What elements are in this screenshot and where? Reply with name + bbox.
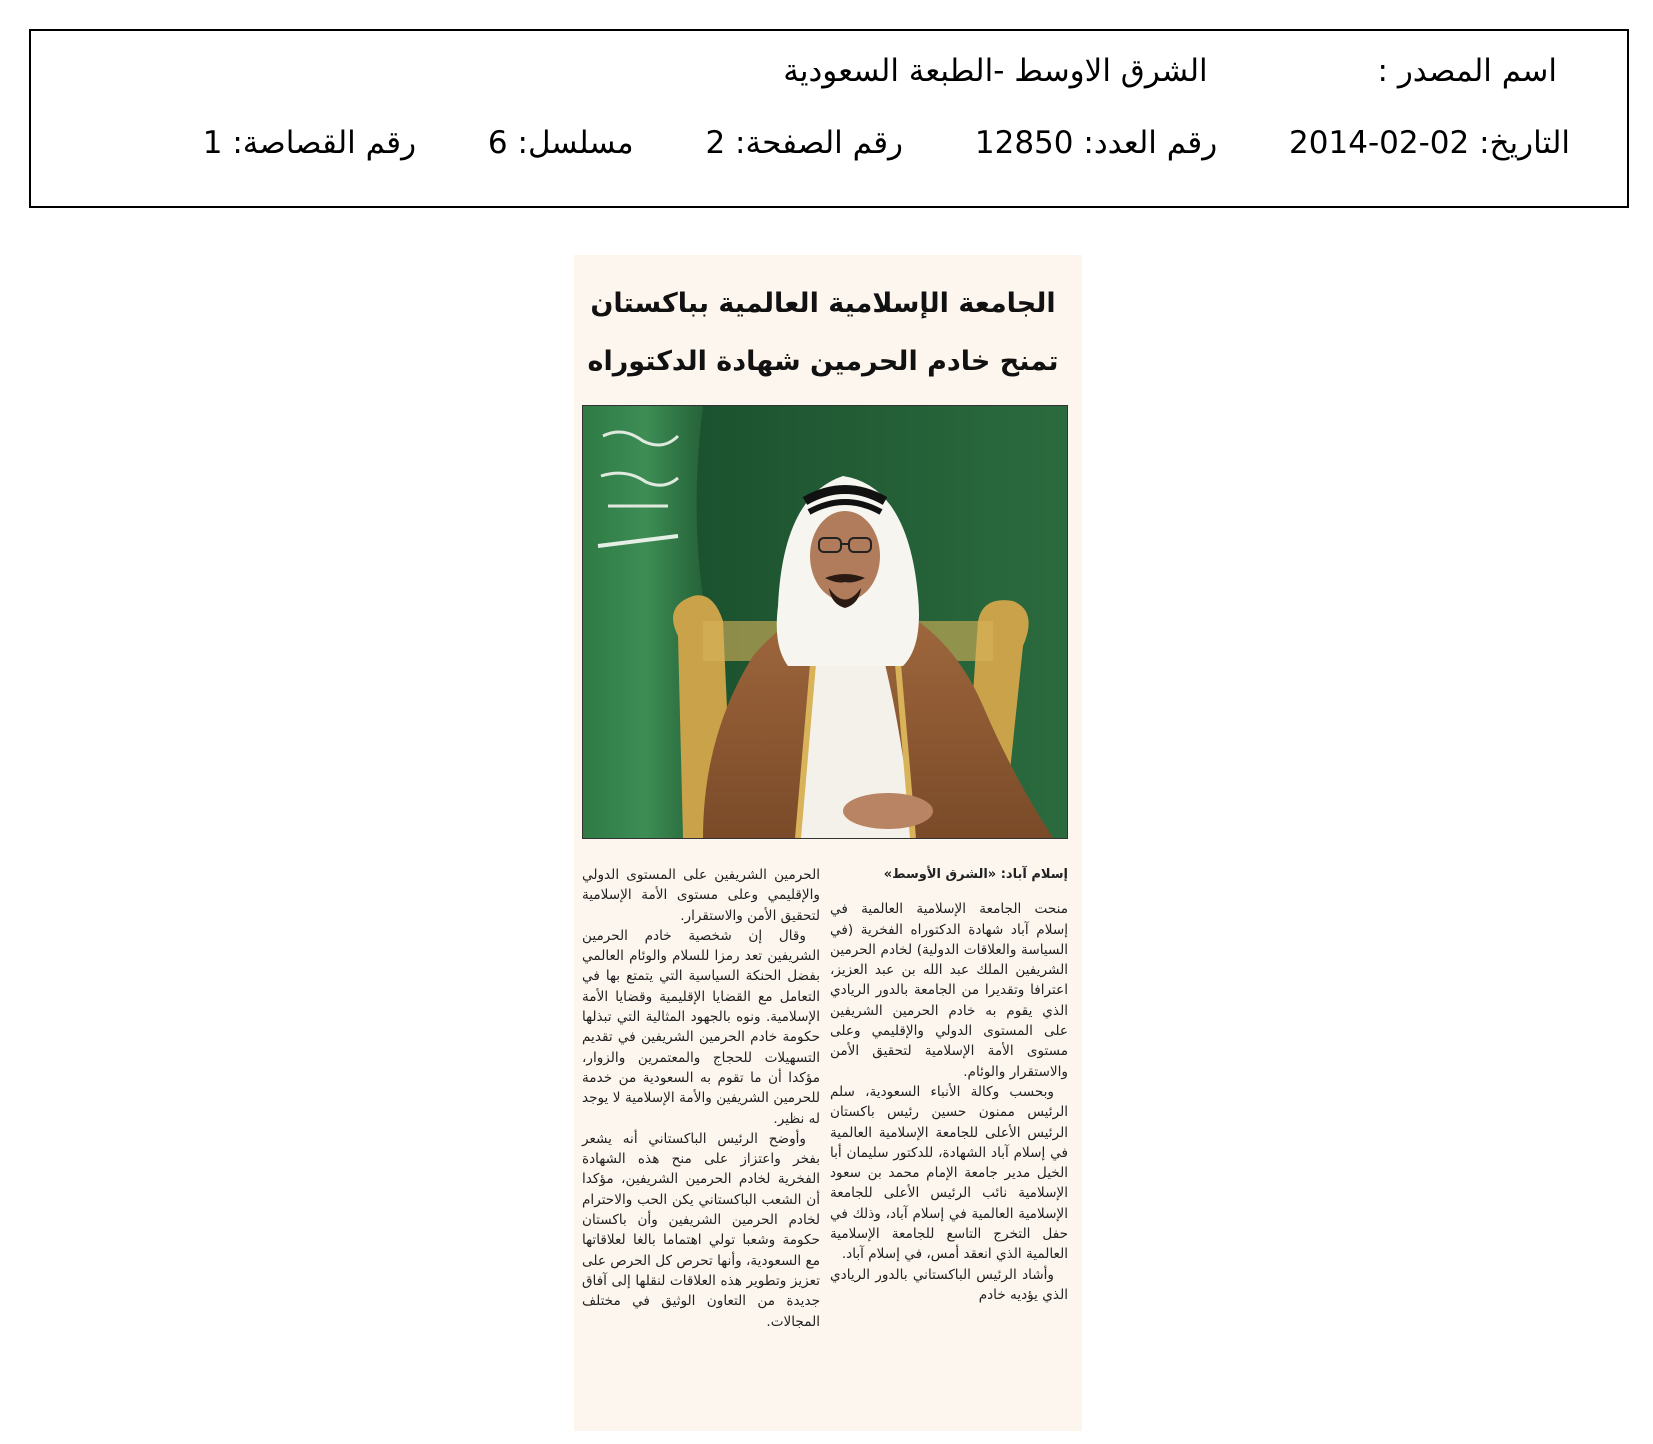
article-column-left bbox=[582, 865, 820, 1332]
source-label: اسم المصدر : bbox=[1377, 53, 1557, 89]
portrait-illustration bbox=[583, 406, 1067, 838]
date-field: التاريخ: 02-02-2014 bbox=[1289, 125, 1570, 161]
serial-field: مسلسل: 6 bbox=[487, 125, 634, 161]
source-row bbox=[783, 53, 1557, 89]
newspaper-clipping bbox=[574, 255, 1082, 1431]
article-paragraph: وقال إن شخصية خادم الحرمين الشريفين تعد رمزا للسلام والوئام العالمي بفضل الحنكة السياسية التي يتمتع بها في التعامل مع القضايا الإقليمية وقضايا الأمة الإسلامية. ونوه بالجهود المثالية التي تبذلها حكومة خادم الحرمين الشريفين في تقديم التسهيلات للحجاج والمعتمرين والزوار، مؤكدا أن ما تقوم به السعودية من خدمة للحرمين الشريفين والأمة الإسلامية لا يوجد له نظير. bbox=[582, 927, 820, 1127]
meta-row bbox=[203, 125, 1570, 161]
article-paragraph: وبحسب وكالة الأنباء السعودية، سلم الرئيس ممنون حسين رئيس باكستان الرئيس الأعلى للجامعة الإسلامية العالمية في إسلام آباد الشهادة، للدكتور سليمان أبا الخيل مدير جامعة الإمام محمد بن سعود الإسلامية نائب الرئيس الأعلى للجامعة الإسلامية العالمية في إسلام آباد، وذلك في حفل التخرج التاسع للجامعة الإسلامية العالمية الذي انعقد أمس، في إسلام آباد. bbox=[830, 1083, 1068, 1263]
source-value: الشرق الاوسط -الطبعة السعودية bbox=[783, 53, 1208, 89]
article-column-right bbox=[830, 865, 1068, 1305]
page-field: رقم الصفحة: 2 bbox=[705, 125, 904, 161]
article-dateline: إسلام آباد: «الشرق الأوسط» bbox=[883, 867, 1068, 882]
article-paragraph: منحت الجامعة الإسلامية العالمية في إسلام آباد شهادة الدكتوراه الفخرية (في السياسة والعلاقات الدولية) لخادم الحرمين الشريفين الملك عبد الله بن عبد العزيز، اعترافا وتقديرا من الجامعة بالدور الريادي الذي يقوم به خادم الحرمين الشريفين على المستوى الدولي والإقليمي وعلى مستوى الأمة الإسلامية لتحقيق الأمن والاستقرار والوئام. bbox=[830, 901, 1068, 1080]
article-photo bbox=[582, 405, 1068, 839]
article-headline: الجامعة الإسلامية العالمية بباكستان تمنح خادم الحرمين شهادة الدكتوراه bbox=[587, 288, 1059, 377]
clipping-field: رقم القصاصة: 1 bbox=[202, 125, 417, 161]
article-paragraph: وأشاد الرئيس الباكستاني بالدور الريادي الذي يؤديه خادم bbox=[830, 1266, 1068, 1303]
header-box bbox=[29, 29, 1629, 208]
article-paragraph: الحرمين الشريفين على المستوى الدولي والإقليمي وعلى مستوى الأمة الإسلامية لتحقيق الأمن والاستقرار. bbox=[582, 867, 820, 924]
article-paragraph: وأوضح الرئيس الباكستاني أنه يشعر بفخر واعتزاز على منح هذه الشهادة الفخرية لخادم الحرمين الشريفين، مؤكدا أن الشعب الباكستاني يكن الحب والاحترام لخادم الحرمين الشريفين وأن باكستان حكومة وشعبا تولي اهتماما بالغا لعلاقاتها مع السعودية، وأنها تحرص كل الحرص على تعزيز وتطوير هذه العلاقات لنقلها إلى آفاق جديدة من التعاون الوثيق في مختلف المجالات. bbox=[582, 1130, 820, 1330]
issue-field: رقم العدد: 12850 bbox=[974, 125, 1218, 161]
